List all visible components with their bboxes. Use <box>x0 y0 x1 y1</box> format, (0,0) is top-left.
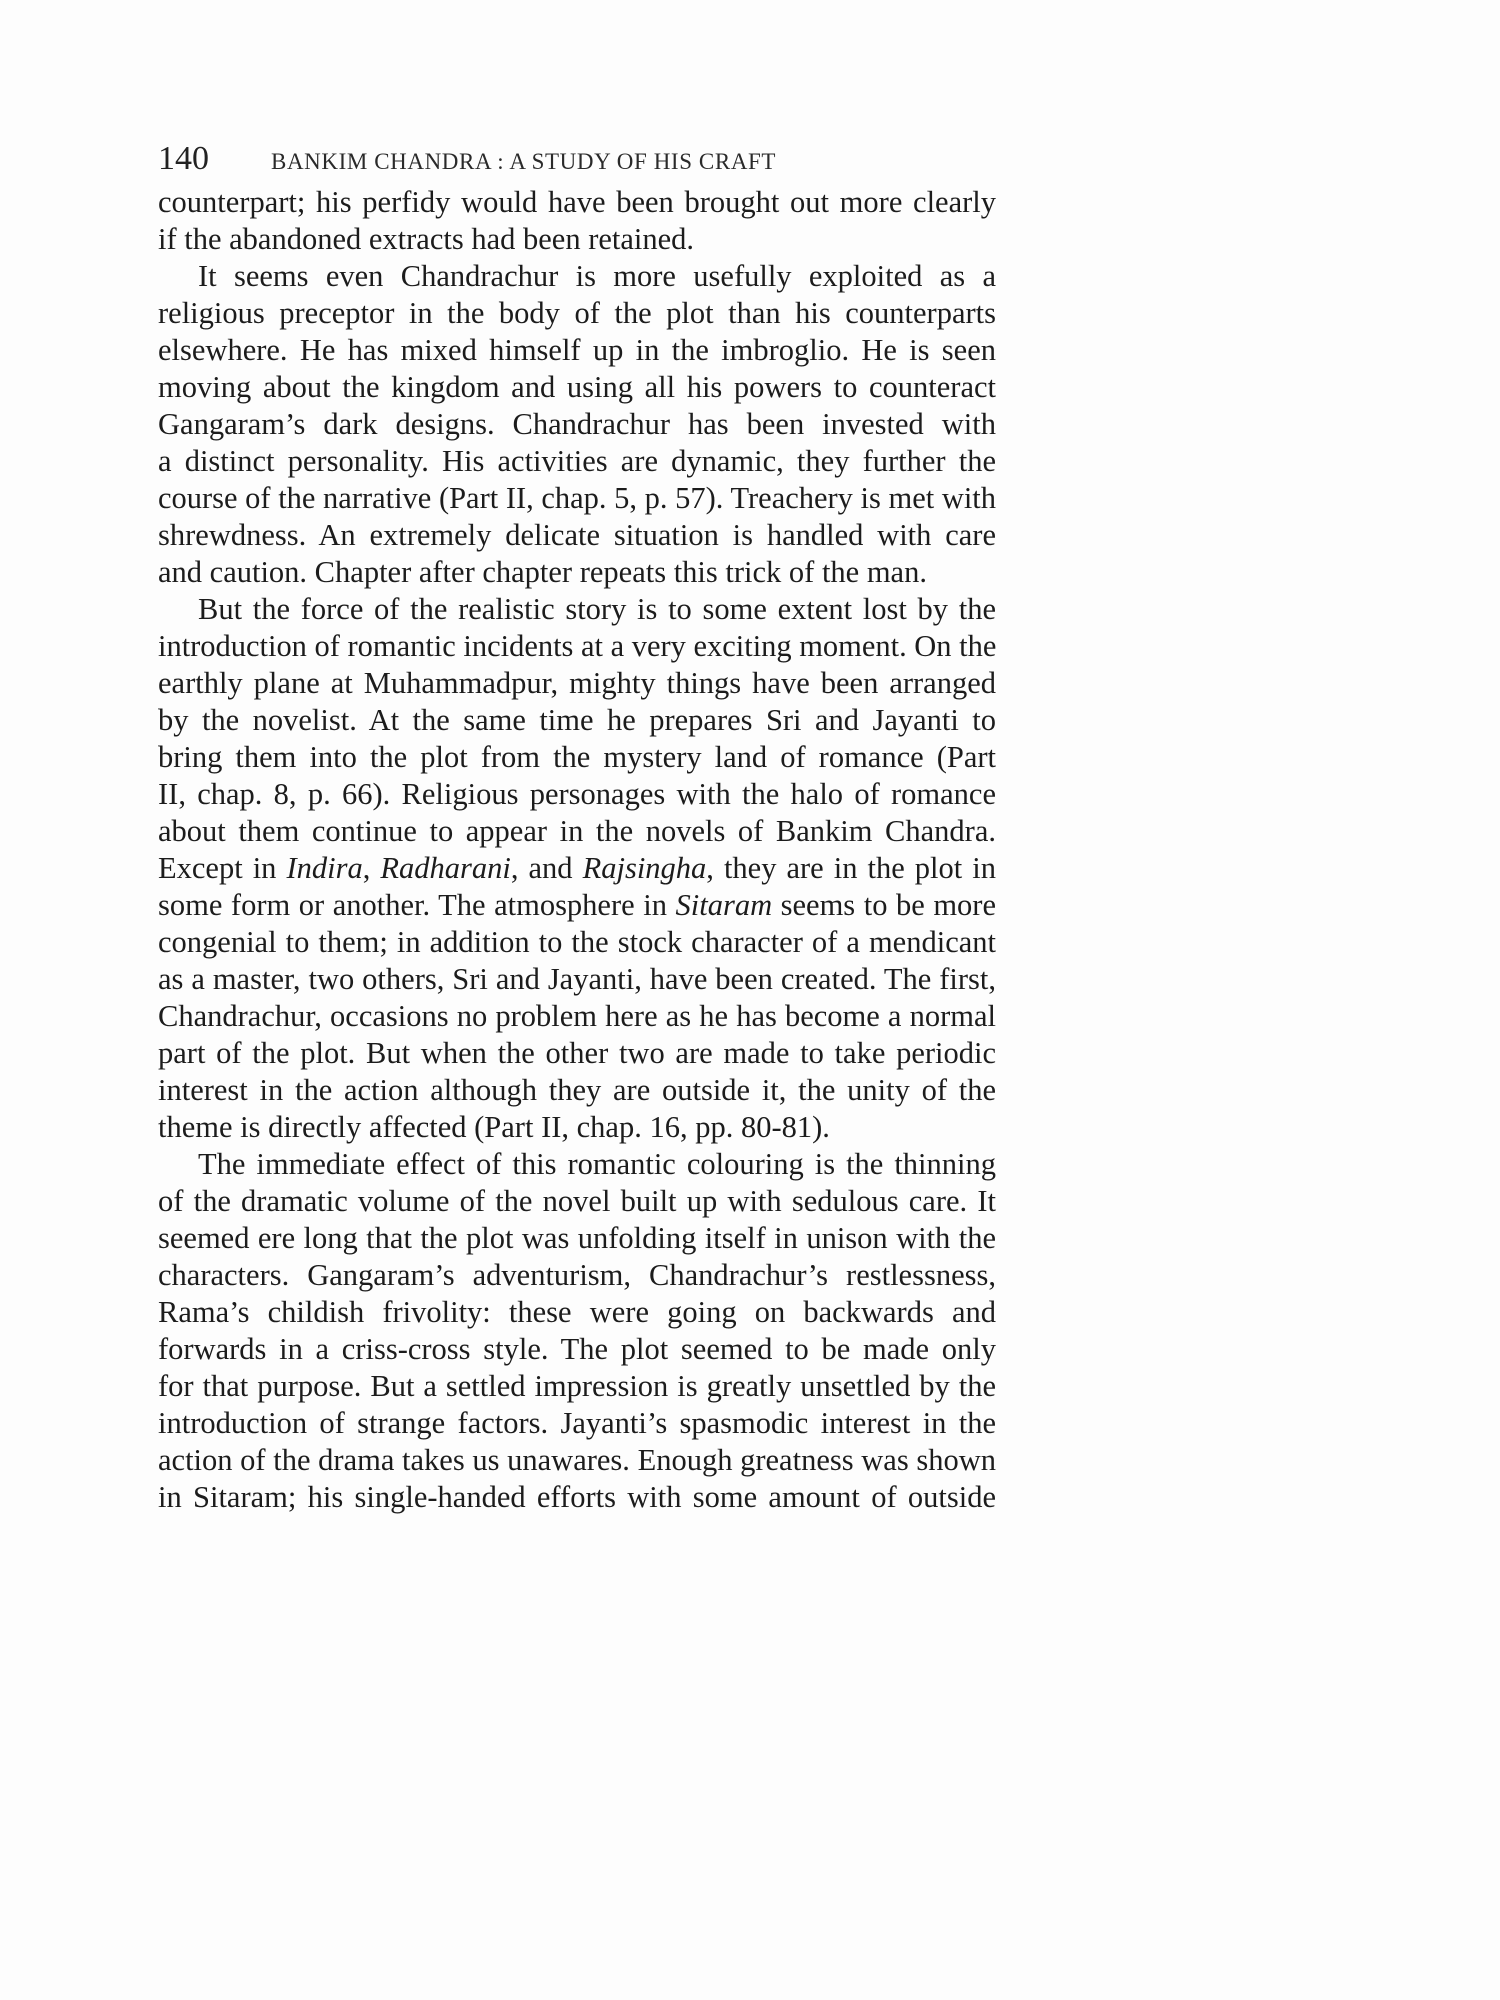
paragraph <box>158 184 996 258</box>
text-fragment: Except in <box>158 851 287 885</box>
paragraph <box>158 591 996 1146</box>
text-fragment: some form or another. The atmosphere in <box>158 888 676 922</box>
text-line: earthly plane at Muhammadpur, mighty things have been arranged <box>158 666 996 700</box>
text-line: interest in the action although they are outside it, the unity of the <box>158 1073 996 1107</box>
text-fragment: , and <box>510 851 583 885</box>
text-line: of the dramatic volume of the novel built up with sedulous care. It <box>158 1184 996 1218</box>
text-line: introduction of strange factors. Jayanti’s spasmodic interest in the <box>158 1406 996 1440</box>
novel-title: Indira <box>286 851 363 885</box>
text-line: congenial to them; in addition to the stock character of a mendicant <box>158 925 996 959</box>
text-line: Gangaram’s dark designs. Chandrachur has been invested with <box>158 407 996 441</box>
novel-title: Radharani <box>380 851 511 885</box>
text-line: introduction of romantic incidents at a very exciting moment. On the <box>158 629 997 663</box>
running-head <box>158 140 1058 184</box>
novel-title: Rajsingha <box>582 851 707 885</box>
text-line: for that purpose. But a settled impression is greatly unsettled by the <box>158 1369 996 1403</box>
text-line: a distinct personality. His activities are dynamic, they further the <box>158 444 996 478</box>
text-line: forwards in a criss-cross style. The plot seemed to be made only <box>158 1332 996 1366</box>
text-line: seemed ere long that the plot was unfolding itself in unison with the <box>158 1221 996 1255</box>
text-fragment: seems to be more <box>772 888 997 922</box>
text-line: theme is directly affected (Part II, chap. 16, pp. 80-81). <box>158 1110 830 1144</box>
text-line: about them continue to appear in the novels of Bankim Chandra. <box>158 814 996 848</box>
text-line: action of the drama takes us unawares. Enough greatness was shown <box>158 1443 996 1477</box>
text-line: It seems even Chandrachur is more usefully exploited as a <box>198 259 996 293</box>
text-line: But the force of the realistic story is to some extent lost by the <box>198 592 996 626</box>
page-number: 140 <box>158 140 209 177</box>
text-line: in Sitaram; his single-handed efforts with some amount of outside <box>158 1480 996 1514</box>
running-title: BANKIM CHANDRA : A STUDY OF HIS CRAFT <box>271 149 777 174</box>
body-text <box>158 184 996 1516</box>
text-line: bring them into the plot from the mystery land of romance (Part <box>158 740 996 774</box>
text-line: elsewhere. He has mixed himself up in the imbroglio. He is seen <box>158 333 996 367</box>
paragraph <box>158 1146 996 1516</box>
text-line: characters. Gangaram’s adventurism, Chandrachur’s restlessness, <box>158 1258 996 1292</box>
text-line: Chandrachur, occasions no problem here as he has become a normal <box>158 999 996 1033</box>
text-line: and caution. Chapter after chapter repeats this trick of the man. <box>158 555 927 589</box>
text-line: Rama’s childish frivolity: these were going on backwards and <box>158 1295 996 1329</box>
text-line: religious preceptor in the body of the plot than his counterparts <box>158 296 996 330</box>
text-fragment: , they are in the plot in <box>706 851 997 885</box>
text-line: by the novelist. At the same time he prepares Sri and Jayanti to <box>158 703 996 737</box>
text-line: shrewdness. An extremely delicate situation is handled with care <box>158 518 996 552</box>
text-line-with-italics <box>158 887 996 924</box>
novel-title: Sitaram <box>675 888 773 922</box>
text-line: as a master, two others, Sri and Jayanti, have been created. The first, <box>158 962 996 996</box>
text-fragment: , <box>362 851 381 885</box>
text-line-with-italics <box>158 850 996 887</box>
text-line: course of the narrative (Part II, chap. 5, p. 57). Treachery is met with <box>158 481 996 515</box>
text-line: counterpart; his perfidy would have been brought out more clearly <box>158 185 996 219</box>
paragraph <box>158 258 996 591</box>
text-line: moving about the kingdom and using all his powers to counteract <box>158 370 996 404</box>
text-line: The immediate effect of this romantic colouring is the thinning <box>198 1147 996 1181</box>
text-line: if the abandoned extracts had been retained. <box>158 222 695 256</box>
text-line: part of the plot. But when the other two are made to take periodic <box>158 1036 996 1070</box>
text-line: II, chap. 8, p. 66). Religious personages with the halo of romance <box>158 777 996 811</box>
